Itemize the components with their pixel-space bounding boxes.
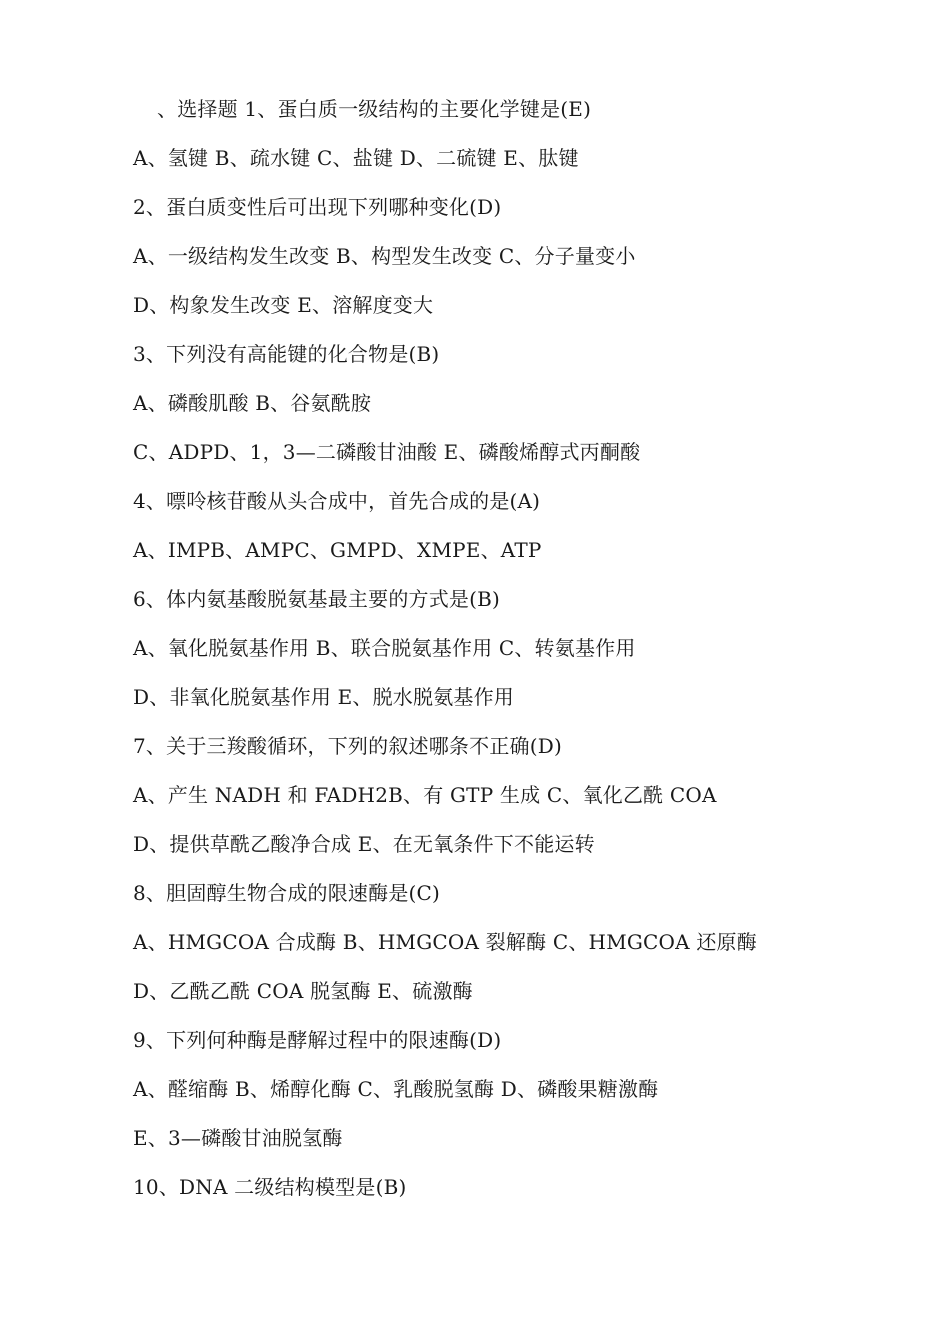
question-7: 7、关于三羧酸循环，下列的叙述哪条不正确(D): [133, 734, 562, 758]
question-7-options-a: A、产生 NADH 和 FADH2B、有 GTP 生成 C、氧化乙酰 COA: [133, 783, 717, 807]
question-1: 、选择题 1、蛋白质一级结构的主要化学键是(E): [157, 97, 592, 121]
question-3-options-b: C、ADPD、1，3—二磷酸甘油酸 E、磷酸烯醇式丙酮酸: [133, 440, 641, 464]
question-9: 9、下列何种酶是酵解过程中的限速酶(D): [133, 1028, 502, 1052]
question-2: 2、蛋白质变性后可出现下列哪种变化(D): [133, 195, 502, 219]
question-8-options-a: A、HMGCOA 合成酶 B、HMGCOA 裂解酶 C、HMGCOA 还原酶: [133, 930, 757, 954]
question-8-options-b: D、乙酰乙酰 COA 脱氢酶 E、硫激酶: [133, 979, 473, 1003]
question-9-options-b: E、3—磷酸甘油脱氢酶: [133, 1126, 343, 1150]
question-2-options-b: D、构象发生改变 E、溶解度变大: [133, 293, 434, 317]
question-6: 6、体内氨基酸脱氨基最主要的方式是(B): [133, 587, 501, 611]
question-8: 8、胆固醇生物合成的限速酶是(C): [133, 881, 441, 905]
question-4-options: A、IMPB、AMPC、GMPD、XMPE、ATP: [133, 538, 542, 562]
question-6-options-a: A、氧化脱氨基作用 B、联合脱氨基作用 C、转氨基作用: [133, 636, 636, 660]
question-6-options-b: D、非氧化脱氨基作用 E、脱水脱氨基作用: [133, 685, 514, 709]
question-2-options-a: A、一级结构发生改变 B、构型发生改变 C、分子量变小: [133, 244, 636, 268]
question-3: 3、下列没有高能键的化合物是(B): [133, 342, 440, 366]
question-4: 4、嘌呤核苷酸从头合成中，首先合成的是(A): [133, 489, 541, 513]
question-list: [133, 89, 893, 1216]
question-7-options-b: D、提供草酰乙酸净合成 E、在无氧条件下不能运转: [133, 832, 595, 856]
question-3-options-a: A、磷酸肌酸 B、谷氨酰胺: [133, 391, 372, 415]
question-9-options-a: A、醛缩酶 B、烯醇化酶 C、乳酸脱氢酶 D、磷酸果糖激酶: [133, 1077, 659, 1101]
question-10: 10、DNA 二级结构模型是(B): [133, 1175, 407, 1199]
question-1-options: A、氢键 B、疏水键 C、盐键 D、二硫键 E、肽键: [133, 146, 579, 170]
